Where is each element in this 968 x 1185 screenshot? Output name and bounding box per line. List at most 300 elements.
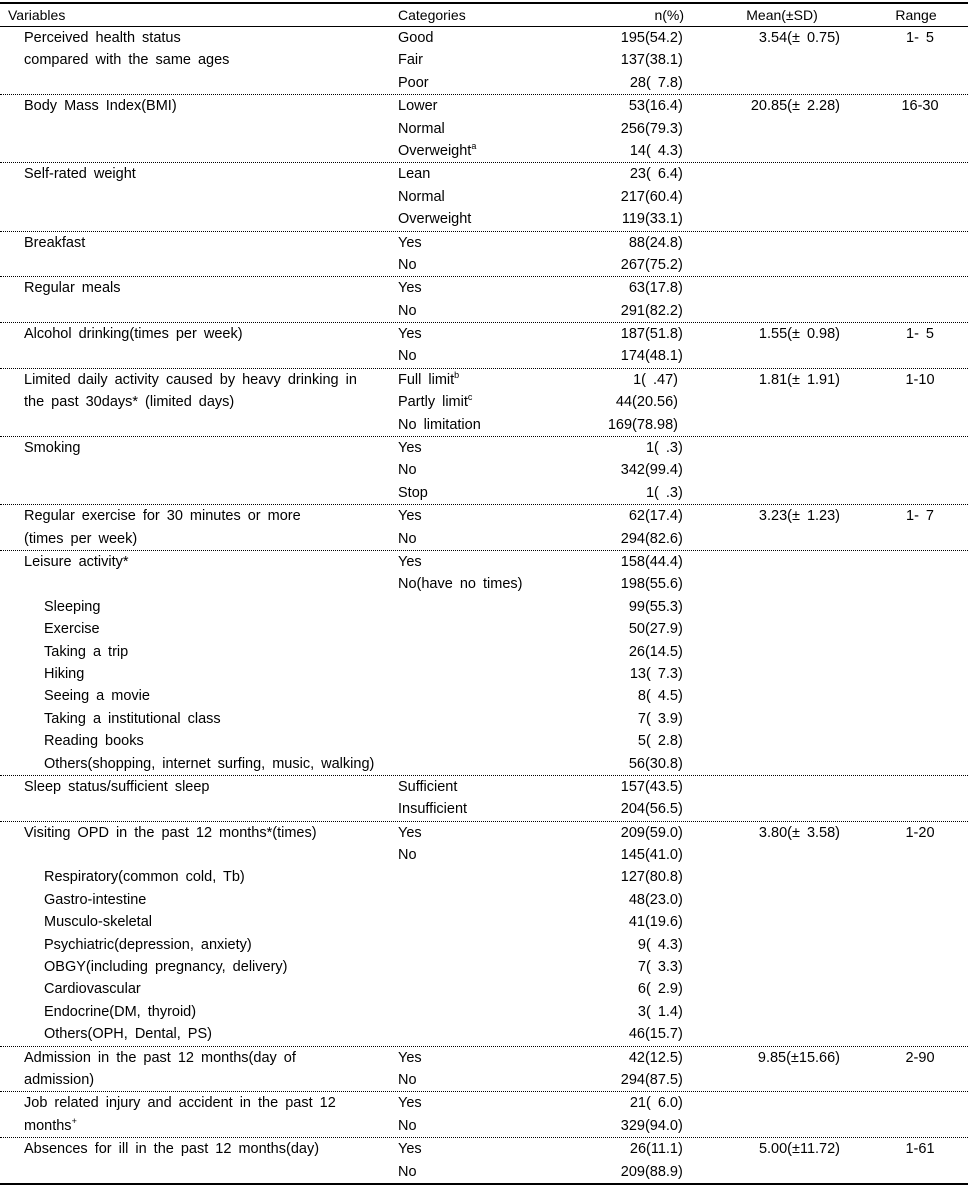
table-row [0, 95, 968, 117]
category-text: Full limit [398, 371, 455, 388]
variable-group [0, 369, 968, 437]
subcategory-cell [0, 618, 398, 640]
variable-cell [0, 505, 398, 527]
subcategory-cell [0, 1001, 398, 1023]
header-n-percent: n(%) [654, 7, 684, 23]
variable-text: Others(shopping, internet surfing, music, walking) [44, 755, 375, 772]
close-paren: ) [678, 1163, 683, 1180]
table-row [0, 889, 968, 911]
range-cell [840, 889, 968, 911]
table-row [0, 323, 968, 345]
table-row [0, 49, 968, 71]
variable-cell [0, 208, 398, 230]
table-row [0, 1069, 968, 1091]
table-row [0, 277, 968, 299]
table-row [0, 1092, 968, 1114]
n-percent-cell: 294(82.6 [620, 530, 678, 547]
close-paren: ) [678, 326, 683, 343]
category-text: Overweight [398, 142, 472, 159]
category-text: Yes [398, 1141, 422, 1158]
variable-text: Reading books [44, 733, 144, 750]
table-row [0, 822, 968, 844]
variable-text: Perceived health status [24, 30, 181, 46]
range-cell: 1-10 [905, 371, 935, 388]
category-cell [398, 776, 588, 798]
range-cell [840, 345, 968, 367]
n-percent-cell: 42(12.5 [628, 1049, 678, 1066]
n-percent-cell: 28( 7.8 [629, 74, 678, 91]
variable-text: the past 30days* (limited days) [24, 394, 235, 411]
mean-sd-cell [688, 459, 840, 481]
table-row [0, 573, 968, 595]
variable-text: Hiking [44, 665, 85, 682]
range-cell [840, 911, 968, 933]
close-paren: ) [678, 1095, 683, 1112]
variable-cell [0, 27, 398, 49]
variable-cell [0, 95, 398, 117]
mean-sd-cell [688, 482, 840, 504]
variable-cell [0, 482, 398, 504]
n-percent-cell: 21( 6.0 [629, 1095, 678, 1112]
category-cell [398, 414, 588, 436]
category-text: No [398, 256, 417, 273]
mean-sd-cell [688, 186, 840, 208]
range-cell [840, 414, 968, 436]
close-paren: ) [678, 733, 683, 750]
n-percent-cell: 62(17.4 [628, 508, 678, 525]
n-percent-cell: 195(54.2 [620, 30, 678, 46]
category-cell [398, 140, 588, 162]
variable-group [0, 776, 968, 822]
variable-text: Self-rated weight [24, 166, 136, 183]
mean-sd-cell: 20.85(± 2.28) [750, 98, 840, 115]
range-cell [840, 49, 968, 71]
n-percent-cell: 1( .3 [645, 440, 678, 457]
variable-cell [0, 186, 398, 208]
close-paren: ) [678, 959, 683, 976]
mean-sd-cell [688, 1023, 840, 1045]
table-row [0, 551, 968, 573]
table-row [0, 528, 968, 550]
close-paren: ) [678, 891, 683, 908]
range-cell [840, 934, 968, 956]
category-text: Fair [398, 52, 423, 69]
range-cell [840, 140, 968, 162]
category-cell [398, 1092, 588, 1114]
category-text: No [398, 348, 417, 365]
variable-group [0, 232, 968, 278]
close-paren: ) [678, 440, 683, 457]
n-percent-cell: 187(51.8 [620, 326, 678, 343]
variable-cell [0, 1138, 398, 1160]
variable-cell [0, 437, 398, 459]
table-row [0, 911, 968, 933]
variable-text: Admission in the past 12 months(day of [24, 1049, 296, 1066]
table-row [0, 1138, 968, 1160]
range-cell: 1- 5 [906, 30, 934, 46]
subcategory-cell [0, 708, 398, 730]
category-text: Yes [398, 440, 422, 457]
mean-sd-cell [688, 641, 840, 663]
category-cell [398, 391, 588, 413]
close-paren [678, 369, 688, 391]
variable-text: Smoking [24, 440, 81, 457]
category-cell [398, 505, 588, 527]
n-percent-cell: 7( 3.3 [637, 959, 678, 976]
close-paren: ) [678, 847, 683, 864]
variable-text: (times per week) [24, 530, 138, 547]
variable-text: admission) [24, 1071, 95, 1088]
variable-group [0, 277, 968, 323]
range-cell [840, 956, 968, 978]
mean-sd-cell [688, 72, 840, 94]
category-cell [398, 323, 588, 345]
mean-sd-cell [688, 753, 840, 775]
table-row [0, 437, 968, 459]
variable-group [0, 1047, 968, 1093]
range-cell [840, 208, 968, 230]
variable-text: Sleeping [44, 598, 101, 615]
variable-text: Limited daily activity caused by heavy drinking in [24, 371, 357, 388]
category-text: Stop [398, 484, 428, 501]
mean-sd-cell [688, 978, 840, 1000]
n-percent-cell: 256(79.3 [620, 120, 678, 137]
variable-cell [0, 72, 398, 94]
close-paren: ) [678, 484, 683, 501]
category-text: No(have no times) [398, 576, 523, 593]
category-text: Normal [398, 120, 445, 137]
close-paren: ) [678, 869, 683, 886]
variable-text: months [24, 1117, 72, 1134]
close-paren: ) [678, 778, 683, 795]
mean-sd-cell [688, 889, 840, 911]
range-cell: 1- 7 [906, 508, 934, 525]
mean-sd-cell [688, 49, 840, 71]
variable-group [0, 323, 968, 369]
mean-sd-cell [688, 345, 840, 367]
n-percent-cell: 14( 4.3 [629, 142, 678, 159]
close-paren: ) [678, 621, 683, 638]
range-cell [840, 232, 968, 254]
close-paren: ) [678, 98, 683, 115]
n-percent-cell: 1( .47) [633, 371, 678, 388]
variable-text: Absences for ill in the past 12 months(day) [24, 1141, 320, 1158]
mean-sd-cell: 3.23(± 1.23) [758, 508, 840, 525]
variable-text: Leisure activity* [24, 553, 129, 570]
category-text: Normal [398, 188, 445, 205]
n-percent-cell: 267(75.2 [620, 256, 678, 273]
table-row [0, 300, 968, 322]
category-cell [398, 186, 588, 208]
category-cell [398, 596, 588, 618]
n-percent-cell: 329(94.0 [620, 1117, 678, 1134]
n-percent-cell: 26(14.5 [628, 643, 678, 660]
close-paren: ) [678, 234, 683, 251]
mean-sd-cell [688, 437, 840, 459]
category-cell [398, 254, 588, 276]
category-text: No [398, 530, 417, 547]
n-percent-cell: 137(38.1 [620, 52, 678, 69]
n-percent-cell: 44(20.56) [615, 394, 678, 411]
n-percent-cell: 23( 6.4 [629, 166, 678, 183]
table-row [0, 596, 968, 618]
table-header [0, 4, 968, 27]
mean-sd-cell: 9.85(±15.66) [757, 1049, 840, 1066]
range-cell [840, 573, 968, 595]
variable-text: Breakfast [24, 234, 86, 251]
subcategory-cell [0, 730, 398, 752]
footnote-mark: b [454, 369, 460, 380]
close-paren: ) [678, 801, 683, 818]
n-percent-cell: 119(33.1 [621, 211, 678, 228]
close-paren [678, 391, 688, 413]
table-row [0, 391, 968, 413]
variable-group [0, 822, 968, 1047]
table-row [0, 844, 968, 866]
range-cell [840, 1115, 968, 1137]
category-cell [398, 1001, 588, 1023]
category-cell [398, 641, 588, 663]
mean-sd-cell [688, 866, 840, 888]
range-cell [840, 730, 968, 752]
variable-cell [0, 369, 398, 391]
close-paren: ) [678, 302, 683, 319]
variable-group [0, 27, 968, 95]
range-cell [840, 618, 968, 640]
variable-cell [0, 1115, 398, 1137]
close-paren: ) [678, 755, 683, 772]
n-percent-cell: 127(80.8 [620, 869, 678, 886]
variable-text: OBGY(including pregnancy, delivery) [44, 959, 288, 976]
range-cell [840, 163, 968, 185]
variable-text: compared with the same ages [24, 52, 230, 69]
range-cell [840, 254, 968, 276]
mean-sd-cell [688, 1001, 840, 1023]
mean-sd-cell: 3.80(± 3.58) [758, 824, 840, 841]
category-text: Yes [398, 1049, 422, 1066]
table-row [0, 1023, 968, 1045]
category-text: No [398, 462, 417, 479]
variable-cell [0, 49, 398, 71]
variable-text: Visiting OPD in the past 12 months*(times) [24, 824, 317, 841]
category-cell [398, 300, 588, 322]
n-percent-cell: 1( .3 [645, 484, 678, 501]
range-cell [840, 663, 968, 685]
header-range: Range [895, 7, 937, 23]
n-percent-cell: 41(19.6 [628, 914, 678, 931]
variable-text: Regular exercise for 30 minutes or more [24, 508, 301, 525]
variable-cell [0, 323, 398, 345]
subcategory-cell [0, 663, 398, 685]
category-cell [398, 232, 588, 254]
range-cell [840, 437, 968, 459]
subcategory-cell [0, 956, 398, 978]
range-cell [840, 277, 968, 299]
range-cell: 1-61 [905, 1141, 935, 1158]
category-text: Overweight [398, 211, 472, 228]
table-row [0, 776, 968, 798]
variable-group [0, 163, 968, 231]
range-cell [840, 1069, 968, 1091]
variable-text: Seeing a movie [44, 688, 150, 705]
n-percent-cell: 204(56.5 [620, 801, 678, 818]
variable-cell [0, 140, 398, 162]
category-cell [398, 208, 588, 230]
subcategory-cell [0, 934, 398, 956]
category-cell [398, 72, 588, 94]
mean-sd-cell: 1.55(± 0.98) [758, 326, 840, 343]
variable-cell [0, 232, 398, 254]
mean-sd-cell [688, 300, 840, 322]
close-paren: ) [678, 462, 683, 479]
category-cell [398, 1115, 588, 1137]
category-text: Yes [398, 1095, 422, 1112]
category-text: Insufficient [398, 801, 468, 818]
range-cell [840, 708, 968, 730]
n-percent-cell: 50(27.9 [628, 621, 678, 638]
n-percent-cell: 6( 2.9 [637, 981, 678, 998]
close-paren: ) [678, 576, 683, 593]
category-text: Poor [398, 74, 429, 91]
category-cell [398, 95, 588, 117]
category-cell [398, 437, 588, 459]
n-percent-cell: 48(23.0 [628, 891, 678, 908]
category-cell [398, 753, 588, 775]
table-row [0, 1001, 968, 1023]
table-row [0, 414, 968, 436]
table-row [0, 72, 968, 94]
category-cell [398, 822, 588, 844]
mean-sd-cell: 1.81(± 1.91) [758, 371, 840, 388]
category-cell [398, 708, 588, 730]
footnote-mark: a [471, 140, 477, 151]
table-body [0, 27, 968, 1183]
category-cell [398, 369, 588, 391]
n-percent-cell: 8( 4.5 [637, 688, 678, 705]
table-row [0, 505, 968, 527]
n-percent-cell: 9( 4.3 [637, 936, 678, 953]
range-cell: 1- 5 [906, 326, 934, 343]
range-cell [840, 753, 968, 775]
table-row [0, 798, 968, 820]
category-cell [398, 118, 588, 140]
footnote-mark: + [71, 1115, 77, 1126]
variable-text: Psychiatric(depression, anxiety) [44, 936, 252, 953]
variable-group [0, 505, 968, 551]
variable-cell [0, 1092, 398, 1114]
table-row [0, 254, 968, 276]
category-text: Lean [398, 166, 431, 183]
table-row [0, 730, 968, 752]
mean-sd-cell [688, 118, 840, 140]
n-percent-cell: 174(48.1 [620, 348, 678, 365]
mean-sd-cell [688, 573, 840, 595]
category-cell [398, 551, 588, 573]
table-row [0, 1047, 968, 1069]
variable-text: Cardiovascular [44, 981, 141, 998]
variable-text: Sleep status/sufficient sleep [24, 778, 210, 795]
range-cell [840, 798, 968, 820]
close-paren: ) [678, 824, 683, 841]
n-percent-cell: 198(55.6 [620, 576, 678, 593]
category-cell [398, 49, 588, 71]
category-text: Partly limit [398, 394, 468, 411]
mean-sd-cell [688, 798, 840, 820]
subcategory-cell [0, 1023, 398, 1045]
n-percent-cell: 217(60.4 [620, 188, 678, 205]
variable-group [0, 437, 968, 505]
table-row [0, 618, 968, 640]
variable-cell [0, 798, 398, 820]
category-text: Good [398, 30, 434, 46]
mean-sd-cell [688, 956, 840, 978]
subcategory-cell [0, 911, 398, 933]
category-cell [398, 889, 588, 911]
variable-cell [0, 254, 398, 276]
category-text: Yes [398, 824, 422, 841]
category-cell [398, 163, 588, 185]
category-cell [398, 978, 588, 1000]
mean-sd-cell [688, 708, 840, 730]
n-percent-cell: 88(24.8 [628, 234, 678, 251]
close-paren: ) [678, 348, 683, 365]
range-cell [840, 1092, 968, 1114]
category-text: No [398, 847, 417, 864]
variable-cell [0, 1047, 398, 1069]
mean-sd-cell [688, 232, 840, 254]
variable-text: Alcohol drinking(times per week) [24, 326, 243, 343]
subcategory-cell [0, 641, 398, 663]
n-percent-cell: 53(16.4 [628, 98, 678, 115]
mean-sd-cell: 5.00(±11.72) [758, 1141, 840, 1158]
table-row [0, 140, 968, 162]
subcategory-cell [0, 889, 398, 911]
close-paren: ) [678, 188, 683, 205]
close-paren: ) [678, 120, 683, 137]
close-paren: ) [678, 688, 683, 705]
mean-sd-cell [688, 551, 840, 573]
category-cell [398, 573, 588, 595]
close-paren: ) [678, 166, 683, 183]
range-cell: 16-30 [901, 98, 939, 115]
mean-sd-cell [688, 596, 840, 618]
close-paren: ) [678, 710, 683, 727]
category-text: Yes [398, 326, 422, 343]
subcategory-cell [0, 978, 398, 1000]
category-text: Yes [398, 234, 422, 251]
category-cell [398, 528, 588, 550]
n-percent-cell: 26(11.1 [629, 1141, 678, 1158]
table-row [0, 369, 968, 391]
mean-sd-cell [688, 730, 840, 752]
mean-sd-cell [688, 1069, 840, 1091]
category-text: Sufficient [398, 778, 458, 795]
header-mean-sd: Mean(±SD) [746, 7, 818, 23]
close-paren: ) [678, 1003, 683, 1020]
variable-cell [0, 822, 398, 844]
variable-cell [0, 459, 398, 481]
close-paren: ) [678, 981, 683, 998]
n-percent-cell: 7( 3.9 [637, 710, 678, 727]
table-row [0, 978, 968, 1000]
subcategory-cell [0, 866, 398, 888]
category-text: No [398, 1071, 417, 1088]
mean-sd-cell [688, 1115, 840, 1137]
close-paren: ) [678, 280, 683, 297]
table-row [0, 459, 968, 481]
variable-cell [0, 391, 398, 413]
table-row [0, 345, 968, 367]
